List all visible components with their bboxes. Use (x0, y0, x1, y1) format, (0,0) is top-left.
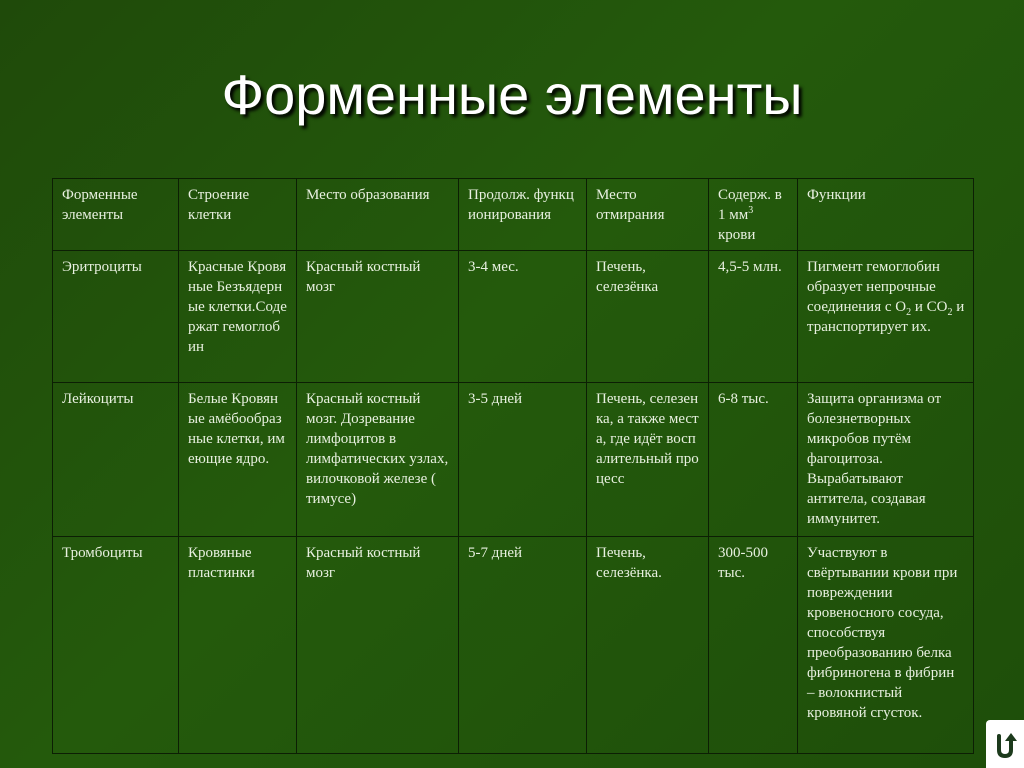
cell-duration: 5-7 дней (459, 537, 587, 754)
return-arrow-icon (991, 730, 1019, 760)
cell-death: Печень, селезёнка (587, 251, 709, 383)
cell-formation: Красный костный мозг (297, 537, 459, 754)
cell-structure: Красные Кровяные Безъядерные клетки.Содержат гемоглобин (179, 251, 297, 383)
table-header-row (53, 179, 974, 251)
cell-function: Участвуют в свёртывании крови при повреждении кровеносного сосуда, способствуя преобразованию белка фибриногена в фибрин – волокнистый кровяной сгусток. (798, 537, 974, 754)
cell-structure: Кровяные пластинки (179, 537, 297, 754)
cell-content: 300-500 тыс. (709, 537, 798, 754)
table-row (53, 251, 974, 383)
cell-function: Защита организма от болезнетворных микробов путём фагоцитоза. Вырабатывают антитела, создавая иммунитет. (798, 383, 974, 537)
return-button[interactable] (986, 720, 1024, 768)
cell-death: Печень, селезенка, а также места, где идёт воспалительный процесс (587, 383, 709, 537)
header-cell-formation: Место образования (297, 179, 459, 251)
cell-element: Тромбоциты (53, 537, 179, 754)
cell-element: Эритроциты (53, 251, 179, 383)
header-cell-death: Место отмирания (587, 179, 709, 251)
header-cell-structure: Строение клетки (179, 179, 297, 251)
blood-elements-table (52, 178, 974, 754)
slide-title: Форменные элементы (221, 63, 803, 126)
cell-content: 6-8 тыс. (709, 383, 798, 537)
cell-element: Лейкоциты (53, 383, 179, 537)
header-cell-functions: Функции (798, 179, 974, 251)
header-cell-duration: Продолж. функционирования (459, 179, 587, 251)
cell-duration: 3-5 дней (459, 383, 587, 537)
table-row (53, 383, 974, 537)
cell-formation: Красный костный мозг. Дозревание лимфоцитов в лимфатических узлах, вилочковой железе ( тимусе) (297, 383, 459, 537)
cell-formation: Красный костный мозг (297, 251, 459, 383)
header-cell-elements: Форменные элементы (53, 179, 179, 251)
cell-structure: Белые Кровяные амёбообразные клетки, имеющие ядро. (179, 383, 297, 537)
cell-function: Пигмент гемоглобин образует непрочные соединения с $О_2$ и $СО_2$ и транспортирует их. (798, 251, 974, 383)
table-row (53, 537, 974, 754)
cell-content: 4,5-5 млн. (709, 251, 798, 383)
cell-death: Печень, селезёнка. (587, 537, 709, 754)
cell-duration: 3-4 мес. (459, 251, 587, 383)
header-cell-content: Содерж. в 1 $мм^3$ крови (709, 179, 798, 251)
